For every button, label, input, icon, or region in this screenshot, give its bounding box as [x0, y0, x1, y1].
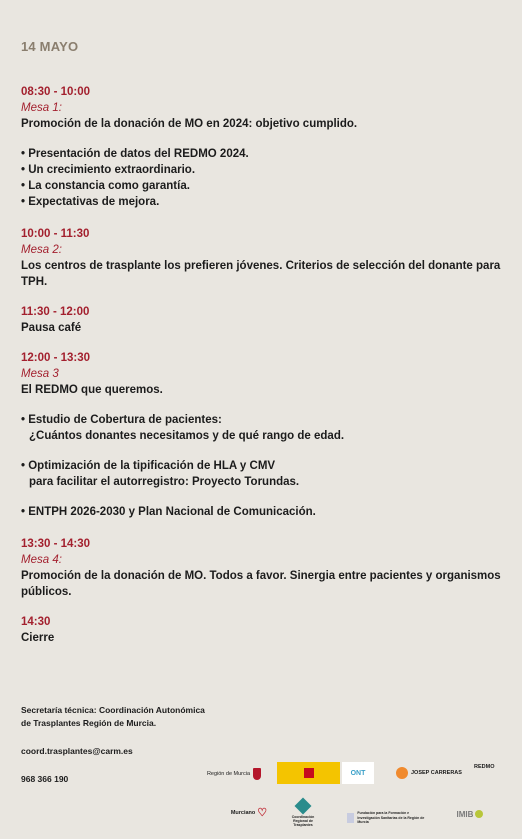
contact-phone: 968 366 190 [21, 774, 69, 784]
bullet-item: • Estudio de Cobertura de pacientes: [21, 414, 222, 426]
agenda [21, 84, 503, 660]
time-slot: 12:00 - 13:30 [21, 352, 91, 364]
secretaria-line: Secretaría técnica: Coordinación Autonómica [21, 705, 205, 715]
session-title: Promoción de la donación de MO. Todos a favor. Sinergia entre pacientes y organismos públicos. [21, 570, 501, 598]
bullet-item-continuation: ¿Cuántos donantes necesitamos y de qué rango de edad. [29, 430, 345, 442]
bullet-list [21, 146, 503, 210]
agenda-block-mesa-2 [21, 226, 503, 290]
bullet-item: • Presentación de datos del REDMO 2024. [21, 148, 249, 160]
ffis-label: Fundación para la Formación e Investigación Sanitarias de la Región de Murcia [357, 811, 425, 825]
time-slot: 10:00 - 11:30 [21, 228, 90, 240]
session-label: Mesa 1: [21, 102, 62, 114]
bullet-item: • Expectativas de mejora. [21, 196, 160, 208]
agenda-block-cierre [21, 614, 503, 646]
bullet-item: • La constancia como garantía. [21, 180, 190, 192]
bullet-list [21, 412, 503, 520]
ffis-logo [347, 810, 427, 826]
redmo-label: REDMO [474, 764, 495, 770]
bullet-item-continuation: para facilitar el autorregistro: Proyecto Torundas. [29, 476, 300, 488]
murciano-logo [229, 801, 269, 825]
agenda-block-pausa [21, 304, 503, 336]
session-title: El REDMO que queremos. [21, 384, 163, 396]
imib-dots-icon [475, 810, 483, 818]
event-date: 14 MAYO [21, 39, 79, 54]
ont-logo [342, 762, 374, 784]
imib-logo [450, 803, 490, 825]
murciano-label: Murciano [230, 809, 256, 816]
crest-icon [253, 768, 261, 780]
gobierno-espana-logo [277, 762, 340, 784]
ont-label: ONT [350, 769, 366, 777]
session-label: Mesa 3 [21, 368, 59, 380]
redmo-logo [474, 764, 514, 782]
time-slot: 08:30 - 10:00 [21, 86, 91, 98]
secretaria-line: de Trasplantes Región de Murcia. [21, 718, 157, 728]
josep-carreras-logo [396, 763, 464, 783]
josep-carreras-label: JOSEP CARRERAS [411, 769, 462, 776]
josep-carreras-icon [396, 767, 408, 779]
session-title: Pausa café [21, 322, 82, 334]
heart-icon: ♡ [257, 806, 268, 819]
time-slot: 11:30 - 12:00 [21, 306, 90, 318]
contact-email[interactable]: coord.trasplantes@carm.es [21, 746, 133, 756]
session-title: Promoción de la donación de MO en 2024: objetivo cumplido. [21, 118, 358, 130]
session-title: Los centros de trasplante los prefieren jóvenes. Criterios de selección del donante para TPH. [21, 260, 501, 288]
session-label: Mesa 2: [21, 244, 62, 256]
agenda-block-mesa-1 [21, 84, 503, 210]
bullet-item: • Un crecimiento extraordinario. [21, 164, 196, 176]
coordinacion-trasplantes-logo [285, 797, 321, 829]
bullet-item: • Optimización de la tipificación de HLA y CMV [21, 460, 276, 472]
time-slot: 14:30 [21, 616, 51, 628]
imib-label: IMIB [456, 809, 474, 819]
time-slot: 13:30 - 14:30 [21, 538, 91, 550]
ffis-icon [347, 813, 354, 823]
bullet-item: • ENTPH 2026-2030 y Plan Nacional de Comunicación. [21, 506, 316, 518]
session-title: Cierre [21, 632, 55, 644]
region-murcia-label: Región de Murcia [206, 770, 251, 777]
coordinacion-label: Coordinación Regional de Trasplantes [291, 814, 315, 827]
region-murcia-logo [205, 764, 263, 784]
spain-flag-icon [304, 768, 314, 778]
secretaria-info [21, 704, 205, 730]
coordinacion-icon [295, 797, 312, 814]
agenda-block-mesa-4 [21, 536, 503, 600]
agenda-block-mesa-3 [21, 350, 503, 520]
session-label: Mesa 4: [21, 554, 62, 566]
